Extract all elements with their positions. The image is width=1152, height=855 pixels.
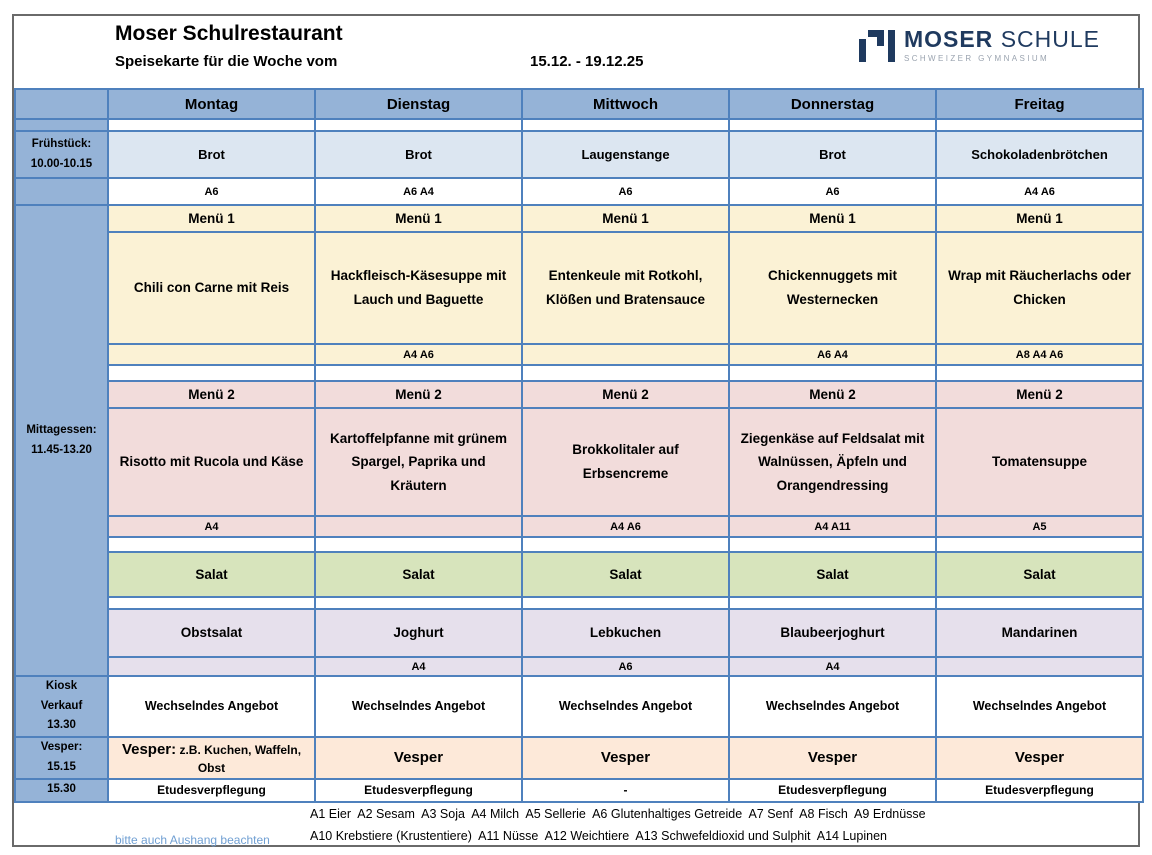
salad-item: Salat bbox=[108, 552, 315, 597]
allergen-code: A6 bbox=[729, 178, 936, 205]
document-footer bbox=[14, 805, 1138, 855]
etude-row-label: 15.30 bbox=[15, 779, 108, 802]
salad-item: Salat bbox=[315, 552, 522, 597]
etude-item: Etudesverpflegung bbox=[936, 779, 1143, 802]
day-header-donnerstag: Donnerstag bbox=[729, 89, 936, 119]
menu1-item: Entenkeule mit Rotkohl, Klößen und Bratensauce bbox=[522, 232, 729, 344]
menu1-header-row bbox=[15, 205, 1143, 232]
day-header-montag: Montag bbox=[108, 89, 315, 119]
allergen-code: A6 bbox=[522, 657, 729, 676]
allergen-code: A4 A6 bbox=[315, 344, 522, 365]
allergen-code: A4 bbox=[108, 516, 315, 537]
dessert-item: Lebkuchen bbox=[522, 609, 729, 657]
menu1-item: Chili con Carne mit Reis bbox=[108, 232, 315, 344]
week-date-range: 15.12. - 19.12.25 bbox=[530, 53, 644, 70]
vesper-item: Vesper bbox=[936, 737, 1143, 779]
vesper-item: Vesper bbox=[522, 737, 729, 779]
day-header-freitag: Freitag bbox=[936, 89, 1143, 119]
allergen-code: A6 bbox=[522, 178, 729, 205]
allergen-code bbox=[108, 657, 315, 676]
corner-cell bbox=[15, 89, 108, 119]
menu2-item: Ziegenkäse auf Feldsalat mit Walnüssen, Äpfeln und Orangendressing bbox=[729, 408, 936, 516]
document-header bbox=[14, 16, 1138, 88]
breakfast-item: Brot bbox=[315, 131, 522, 178]
dessert-item: Mandarinen bbox=[936, 609, 1143, 657]
menu2-header: Menü 2 bbox=[936, 381, 1143, 408]
kiosk-item: Wechselndes Angebot bbox=[729, 676, 936, 737]
salad-item: Salat bbox=[936, 552, 1143, 597]
logo-text bbox=[904, 28, 1100, 63]
kiosk-item: Wechselndes Angebot bbox=[522, 676, 729, 737]
menu2-header-row bbox=[15, 381, 1143, 408]
allergen-code bbox=[315, 516, 522, 537]
menu1-header: Menü 1 bbox=[315, 205, 522, 232]
allergen-code bbox=[108, 344, 315, 365]
dessert-item: Joghurt bbox=[315, 609, 522, 657]
menu1-meal-row bbox=[15, 232, 1143, 344]
day-header-mittwoch: Mittwoch bbox=[522, 89, 729, 119]
dessert-item: Obstsalat bbox=[108, 609, 315, 657]
kiosk-item: Wechselndes Angebot bbox=[315, 676, 522, 737]
menu1-item: Wrap mit Räucherlachs oder Chicken bbox=[936, 232, 1143, 344]
menu2-header: Menü 2 bbox=[315, 381, 522, 408]
moser-schule-logo bbox=[859, 28, 1100, 63]
spacer-row bbox=[15, 537, 1143, 552]
document-sheet bbox=[12, 14, 1140, 847]
menu2-header: Menü 2 bbox=[522, 381, 729, 408]
breakfast-allergen-row bbox=[15, 178, 1143, 205]
page-subtitle: Speisekarte für die Woche vom bbox=[115, 53, 338, 70]
allergen-code: A4 A6 bbox=[936, 178, 1143, 205]
allergen-code bbox=[522, 344, 729, 365]
menu2-item: Tomatensuppe bbox=[936, 408, 1143, 516]
menu1-header: Menü 1 bbox=[936, 205, 1143, 232]
menu2-meal-row bbox=[15, 408, 1143, 516]
breakfast-item: Schokoladenbrötchen bbox=[936, 131, 1143, 178]
etude-item: - bbox=[522, 779, 729, 802]
page-title: Moser Schulrestaurant bbox=[115, 22, 343, 45]
allergen-code: A6 A4 bbox=[315, 178, 522, 205]
vesper-item: Vesper bbox=[729, 737, 936, 779]
menu2-item: Kartoffelpfanne mit grünem Spargel, Paprika und Kräutern bbox=[315, 408, 522, 516]
menu2-item: Risotto mit Rucola und Käse bbox=[108, 408, 315, 516]
day-header-row bbox=[15, 89, 1143, 119]
spacer-row bbox=[15, 119, 1143, 131]
etude-item: Etudesverpflegung bbox=[108, 779, 315, 802]
kiosk-row-label: Kiosk Verkauf 13.30 bbox=[15, 676, 108, 737]
breakfast-row-label: Frühstück: 10.00-10.15 bbox=[15, 131, 108, 178]
etude-item: Etudesverpflegung bbox=[729, 779, 936, 802]
salad-item: Salat bbox=[729, 552, 936, 597]
allergen-legend-line2: A10 Krebstiere (Krustentiere) A11 Nüsse A12 Weichtiere A13 Schwefeldioxid und Sulphit A14 Lupinen bbox=[310, 829, 887, 844]
notice-text: bitte auch Aushang beachten bbox=[115, 832, 270, 847]
kiosk-item: Wechselndes Angebot bbox=[108, 676, 315, 737]
dessert-item: Blaubeerjoghurt bbox=[729, 609, 936, 657]
vesper-item-monday: Vesper: z.B. Kuchen, Waffeln, Obst bbox=[108, 737, 315, 779]
menu2-allergen-row bbox=[15, 516, 1143, 537]
menu1-header: Menü 1 bbox=[729, 205, 936, 232]
logo-tagline: SCHWEIZER GYMNASIUM bbox=[903, 54, 1050, 63]
day-header-dienstag: Dienstag bbox=[315, 89, 522, 119]
menu2-header: Menü 2 bbox=[729, 381, 936, 408]
salad-row bbox=[15, 552, 1143, 597]
spacer-row bbox=[15, 597, 1143, 609]
weekly-menu-table bbox=[14, 88, 1144, 803]
vesper-row-label: Vesper: 15.15 bbox=[15, 737, 108, 779]
menu2-header: Menü 2 bbox=[108, 381, 315, 408]
menu1-allergen-row bbox=[15, 344, 1143, 365]
etude-row bbox=[15, 779, 1143, 802]
breakfast-item: Brot bbox=[108, 131, 315, 178]
kiosk-item: Wechselndes Angebot bbox=[936, 676, 1143, 737]
menu2-item: Brokkolitaler auf Erbsencreme bbox=[522, 408, 729, 516]
allergen-legend-line1: A1 Eier A2 Sesam A3 Soja A4 Milch A5 Sellerie A6 Glutenhaltiges Getreide A7 Senf A8 Fisch A9 Erdnüsse bbox=[310, 806, 926, 821]
allergen-code: A6 bbox=[108, 178, 315, 205]
spacer-row bbox=[15, 365, 1143, 381]
menu1-header: Menü 1 bbox=[522, 205, 729, 232]
allergen-code: A4 A11 bbox=[729, 516, 936, 537]
allergen-code: A5 bbox=[936, 516, 1143, 537]
menu1-item: Hackfleisch-Käsesuppe mit Lauch und Baguette bbox=[315, 232, 522, 344]
vesper-item: Vesper bbox=[315, 737, 522, 779]
logo-brand-name: MOSER SCHULE bbox=[903, 26, 1100, 52]
moser-logo-icon bbox=[859, 28, 895, 62]
menu1-item: Chickennuggets mit Westernecken bbox=[729, 232, 936, 344]
lunch-row-label: Mittagessen: 11.45-13.20 bbox=[15, 205, 108, 676]
allergen-code: A4 bbox=[729, 657, 936, 676]
allergen-legend bbox=[310, 808, 926, 853]
kiosk-row bbox=[15, 676, 1143, 737]
dessert-allergen-row bbox=[15, 657, 1143, 676]
breakfast-row bbox=[15, 131, 1143, 178]
vesper-row bbox=[15, 737, 1143, 779]
allergen-code: A8 A4 A6 bbox=[936, 344, 1143, 365]
allergen-code bbox=[936, 657, 1143, 676]
salad-item: Salat bbox=[522, 552, 729, 597]
breakfast-item: Brot bbox=[729, 131, 936, 178]
breakfast-item: Laugenstange bbox=[522, 131, 729, 178]
allergen-code: A4 bbox=[315, 657, 522, 676]
menu1-header: Menü 1 bbox=[108, 205, 315, 232]
dessert-row bbox=[15, 609, 1143, 657]
allergen-code: A6 A4 bbox=[729, 344, 936, 365]
etude-item: Etudesverpflegung bbox=[315, 779, 522, 802]
allergen-code: A4 A6 bbox=[522, 516, 729, 537]
